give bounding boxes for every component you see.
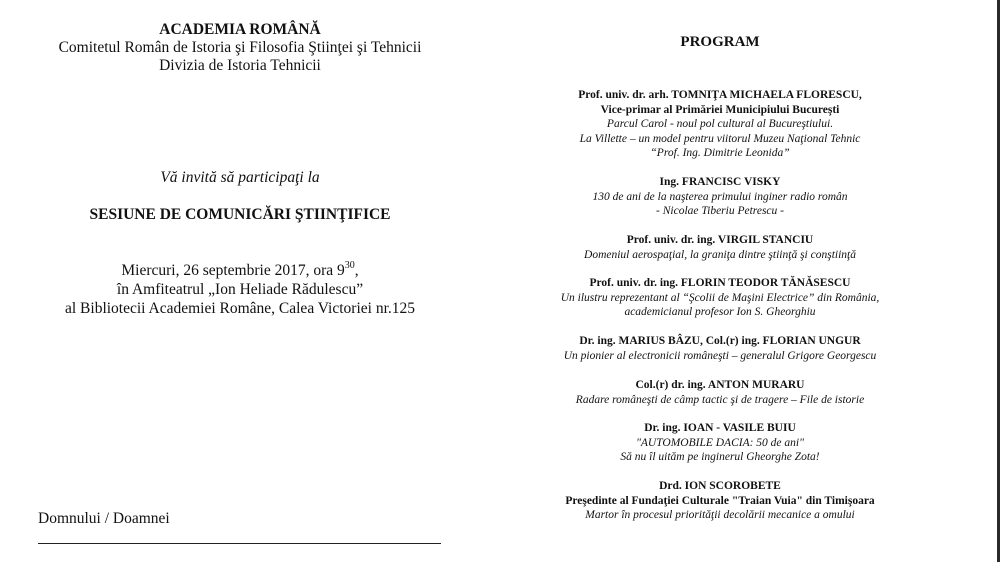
talk-line: academicianul profesor Ion S. Gheorghiu [624, 306, 816, 318]
speaker-name: Dr. ing. IOAN - VASILE BUIU [644, 422, 796, 434]
invitation-panel [0, 0, 480, 562]
program-item [520, 276, 920, 320]
speaker-role: Preşedinte al Fundaţiei Culturale "Traian Vuia" din Timişoara [565, 494, 875, 507]
speaker-name: Prof. univ. dr. ing. VIRGIL STANCIU [626, 234, 814, 246]
talk-line: Domeniul aerospaţial, la graniţa dintre ştiinţă şi conştiinţă [584, 248, 856, 261]
talk-line: Un pionier al electronicii româneşti – generalul Grigore Georgescu [563, 349, 877, 362]
talk-line: Parcul Carol - noul pol cultural al Bucureştiului. [606, 118, 834, 130]
talk-line: "AUTOMOBILE DACIA: 50 de ani" [636, 436, 804, 449]
venue-line-1: în Amfiteatrul „Ion Heliade Rădulescu” [116, 281, 364, 298]
session-title: SESIUNE DE COMUNICĂRI ŞTIINŢIFICE [89, 206, 391, 223]
program-item [520, 233, 920, 262]
talk-line: Martor în procesul priorităţii decolării mecanice a omului [585, 509, 855, 521]
program-item [520, 421, 920, 465]
speaker-name: Col.(r) dr. ing. ANTON MURARU [635, 379, 805, 391]
event-date [0, 262, 480, 280]
recipient-name-line [38, 543, 441, 544]
institution-name: ACADEMIA ROMÂNĂ [159, 21, 321, 38]
speaker-name: Prof. univ. dr. ing. FLORIN TEODOR TĂNĂSESCU [589, 277, 851, 289]
program-item [520, 334, 920, 363]
time-minutes: 30 [344, 260, 355, 271]
program-item [520, 175, 920, 219]
talk-line: Să nu îl uităm pe inginerul Gheorghe Zota! [620, 451, 820, 463]
venue-line-2: al Bibliotecii Academiei Române, Calea Victoriei nr.125 [64, 300, 416, 317]
program-item [520, 378, 920, 407]
speaker-name: Prof. univ. dr. arh. TOMNIŢA MICHAELA FLORESCU, [578, 89, 862, 101]
talk-line: - Nicolae Tiberiu Petrescu - [656, 205, 784, 217]
speaker-name: Dr. ing. MARIUS BÂZU, Col.(r) ing. FLORIAN UNGUR [579, 335, 861, 347]
committee-name: Comitetul Român de Istoria şi Filosofia Ştiinţei şi Tehnicii [58, 39, 422, 56]
talk-line: Un ilustru reprezentant al “Şcolii de Maşini Electrice” din România, [560, 291, 880, 304]
talk-line: 130 de ani de la naşterea primului inginer radio român [592, 190, 848, 203]
division-name: Divizia de Istoria Tehnicii [159, 57, 321, 74]
program-item [520, 88, 920, 161]
program-panel [520, 0, 920, 562]
program-title: PROGRAM [680, 34, 760, 50]
date-text: Miercuri, 26 septembrie 2017, ora 9 [121, 262, 345, 279]
speaker-name: Ing. FRANCISC VISKY [659, 176, 781, 188]
talk-line: “Prof. Ing. Dimitrie Leonida” [650, 147, 790, 159]
program-item [520, 479, 920, 523]
salutation: Domnului / Doamnei [38, 510, 170, 527]
invite-text: Vă invită să participaţi la [160, 169, 320, 186]
speaker-role: Vice-primar al Primăriei Municipiului Bucureşti [600, 103, 840, 116]
date-suffix: , [354, 262, 359, 279]
speaker-name: Drd. ION SCOROBETE [659, 480, 781, 492]
talk-line: Radare româneşti de câmp tactic şi de tragere – File de istorie [575, 393, 865, 406]
talk-line: La Villette – un model pentru viitorul Muzeu Naţional Tehnic [579, 132, 861, 145]
